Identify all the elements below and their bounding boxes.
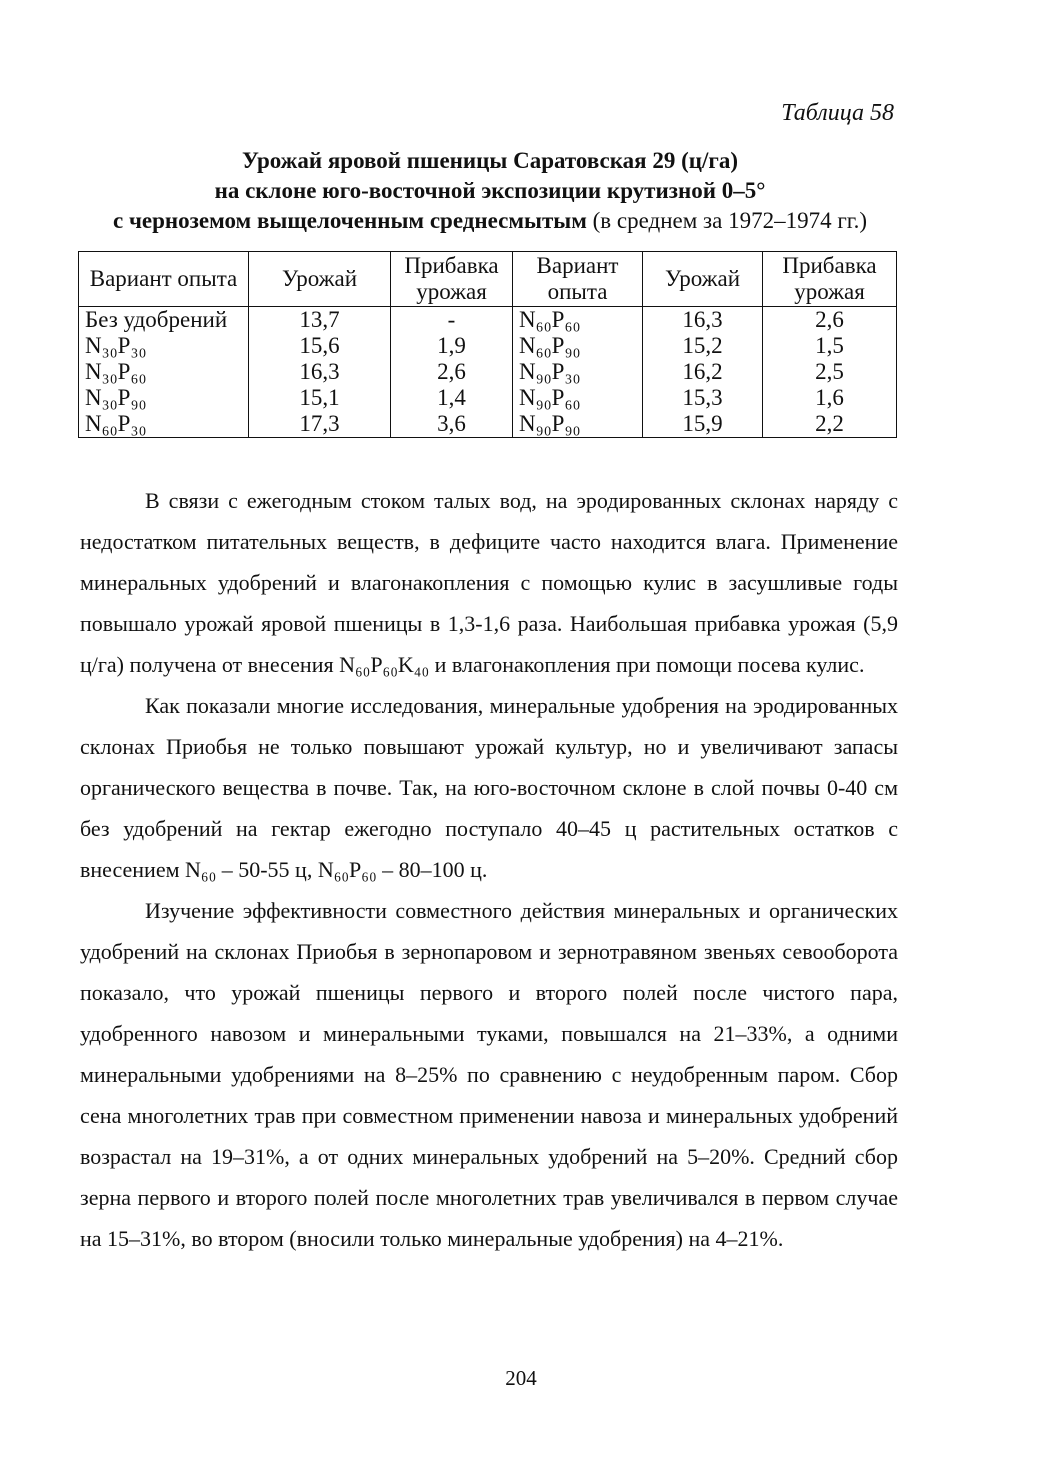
- caption-line-3-rest: (в среднем за 1972–1974 гг.): [586, 208, 868, 233]
- table-cell: 2,6: [391, 359, 513, 385]
- table-cell: 13,7: [249, 307, 391, 334]
- table-number-label: Таблица 58: [781, 100, 894, 126]
- table-cell: 1,5: [763, 333, 897, 359]
- page-number: 204: [505, 1366, 537, 1390]
- table-cell: 2,2: [763, 411, 897, 438]
- header-increase: Прибавка урожая: [391, 252, 513, 307]
- header-variant: Вариант опыта: [79, 252, 249, 307]
- table-cell: N₃₀P₃₀: [79, 333, 249, 359]
- table-cell: 16,3: [249, 359, 391, 385]
- table-cell: N₉₀P₆₀: [513, 385, 643, 411]
- table-header-row: [79, 252, 897, 307]
- table-row: [79, 411, 897, 438]
- caption-line-1: Урожай яровой пшеницы Саратовская 29 (ц/га): [241, 148, 739, 173]
- header-increase-2: Прибавка урожая: [763, 252, 897, 307]
- table-cell: 15,1: [249, 385, 391, 411]
- yield-table: [78, 251, 897, 438]
- header-yield: Урожай: [249, 252, 391, 307]
- body-text: [80, 480, 898, 1259]
- table-cell: N₆₀P₃₀: [79, 411, 249, 438]
- header-variant-2: Вариант опыта: [513, 252, 643, 307]
- paragraph-1: В связи с ежегодным стоком талых вод, на эродированных склонах наряду с недостатком питательных веществ, в дефиците часто находится влага. Применение минеральных удобрений и влагонакопления с помощью кулис в засушливые годы повышало урожай яровой пшеницы в 1,3-1,6 раза. Наибольшая прибавка урожая (5,9 ц/га) получена от внесения N₆₀P₆₀K₄₀ и влагонакопления при помощи посева кулис.: [80, 488, 898, 677]
- table-cell: 15,6: [249, 333, 391, 359]
- caption-line-2: на склоне юго-восточной экспозиции крутизной 0–5°: [214, 178, 766, 203]
- table-cell: 17,3: [249, 411, 391, 438]
- table-cell: 15,9: [643, 411, 763, 438]
- header-yield-2: Урожай: [643, 252, 763, 307]
- table-cell: 1,9: [391, 333, 513, 359]
- table-cell: N₆₀P₉₀: [513, 333, 643, 359]
- paragraph-3: Изучение эффективности совместного действия минеральных и органических удобрений на склонах Приобья в зернопаровом и зернотравяном звеньях севооборота показало, что урожай пшеницы первого и второго полей после чистого пара, удобренного навозом и минеральными туками, повышался на 21–33%, а одними минеральными удобрениями на 8–25% по сравнению с неудобренным паром. Сбор сена многолетних трав при совместном применении навоза и минеральных удобрений возрастал на 19–31%, а от одних минеральных удобрений на 5–20%. Средний сбор зерна первого и второго полей после многолетних трав увеличивался в первом случае на 15–31%, во втором (вносили только минеральные удобрения) на 4–21%.: [80, 898, 898, 1251]
- table-cell: 1,6: [763, 385, 897, 411]
- table-cell: 2,6: [763, 307, 897, 334]
- table-row: [79, 307, 897, 334]
- table-cell: N₃₀P₆₀: [79, 359, 249, 385]
- table-cell: 16,2: [643, 359, 763, 385]
- table-row: [79, 333, 897, 359]
- table-cell: Без удобрений: [79, 307, 249, 334]
- table-cell: -: [391, 307, 513, 334]
- table-cell: N₃₀P₉₀: [79, 385, 249, 411]
- table-row: [79, 385, 897, 411]
- caption-line-3-bold: с черноземом выщелоченным среднесмытым: [112, 208, 587, 233]
- table-cell: N₉₀P₃₀: [513, 359, 643, 385]
- table-cell: 16,3: [643, 307, 763, 334]
- table-row: [79, 359, 897, 385]
- table-cell: 1,4: [391, 385, 513, 411]
- caption-line-3: [60, 206, 920, 236]
- table-cell: N₉₀P₉₀: [513, 411, 643, 438]
- paragraph-2: Как показали многие исследования, минеральные удобрения на эродированных склонах Приобья не только повышают урожай культур, но и увеличивают запасы органического вещества в почве. Так, на юго-восточном склоне в слой почвы 0-40 см без удобрений на гектар ежегодно поступало 40–45 ц растительных остатков с внесением N₆₀ – 50-55 ц, N₆₀P₆₀ – 80–100 ц.: [80, 693, 898, 882]
- table-cell: N₆₀P₆₀: [513, 307, 643, 334]
- table-cell: 3,6: [391, 411, 513, 438]
- table-cell: 15,2: [643, 333, 763, 359]
- table-cell: 2,5: [763, 359, 897, 385]
- table-caption: [60, 146, 920, 236]
- table-cell: 15,3: [643, 385, 763, 411]
